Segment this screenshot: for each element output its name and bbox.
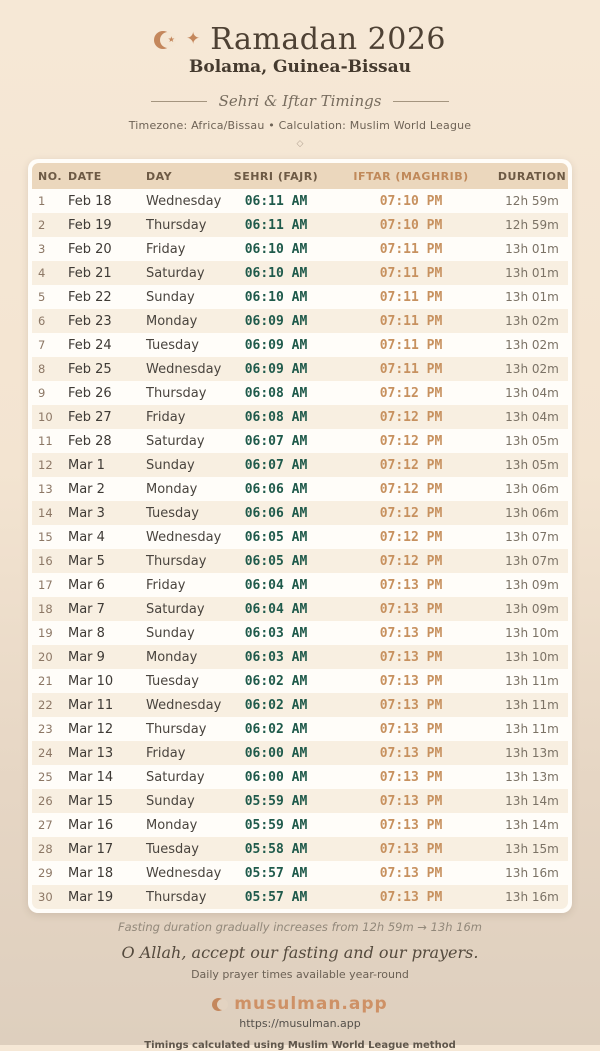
table-row [32, 501, 568, 525]
row-sehri-time: 06:02 AM [244, 673, 308, 689]
column-header-no: NO. [38, 169, 62, 183]
row-iftar-time: 07:11 PM [379, 313, 443, 329]
table-header-row [32, 163, 568, 189]
row-sehri-time: 06:09 AM [244, 313, 308, 329]
row-date: Mar 7 [68, 601, 105, 617]
row-date: Mar 19 [68, 889, 114, 905]
row-duration: 13h 13m [505, 746, 559, 760]
row-day: Monday [146, 817, 198, 833]
row-date: Mar 4 [68, 529, 105, 545]
timezone-calculation-meta: Timezone: Africa/Bissau • Calculation: Muslim World League [128, 119, 472, 132]
table-row [32, 477, 568, 501]
row-day: Tuesday [146, 505, 199, 521]
brand-crescent-icon [212, 997, 227, 1012]
table-row [32, 237, 568, 261]
row-iftar-time: 07:11 PM [379, 265, 443, 281]
row-iftar-time: 07:13 PM [379, 673, 443, 689]
row-number: 30 [38, 890, 53, 904]
row-number: 7 [38, 338, 46, 352]
row-sehri-time: 06:00 AM [244, 769, 308, 785]
row-iftar-time: 07:13 PM [379, 745, 443, 761]
row-date: Feb 27 [68, 409, 112, 425]
row-sehri-time: 05:57 AM [244, 889, 308, 905]
row-day: Friday [146, 409, 186, 425]
row-sehri-time: 05:59 AM [244, 817, 308, 833]
row-duration: 13h 10m [505, 650, 559, 664]
table-row [32, 861, 568, 885]
row-iftar-time: 07:12 PM [379, 553, 443, 569]
row-duration: 13h 02m [505, 338, 559, 352]
row-sehri-time: 06:04 AM [244, 601, 308, 617]
row-number: 24 [38, 746, 53, 760]
table-row [32, 693, 568, 717]
row-sehri-time: 06:03 AM [244, 625, 308, 641]
row-iftar-time: 07:13 PM [379, 601, 443, 617]
dua-text: O Allah, accept our fasting and our prayers. [121, 943, 479, 962]
row-duration: 13h 13m [505, 770, 559, 784]
tiny-star-icon: ★ [167, 34, 175, 44]
table-row [32, 741, 568, 765]
row-duration: 13h 09m [505, 578, 559, 592]
row-day: Saturday [146, 769, 205, 785]
row-duration: 13h 16m [505, 890, 559, 904]
row-number: 13 [38, 482, 53, 496]
row-date: Feb 22 [68, 289, 112, 305]
row-duration: 13h 01m [505, 242, 559, 256]
row-day: Thursday [146, 889, 207, 905]
row-sehri-time: 06:10 AM [244, 241, 308, 257]
row-iftar-time: 07:10 PM [379, 193, 443, 209]
row-sehri-time: 06:11 AM [244, 217, 308, 233]
row-sehri-time: 05:57 AM [244, 865, 308, 881]
row-duration: 13h 06m [505, 482, 559, 496]
row-iftar-time: 07:10 PM [379, 217, 443, 233]
row-day: Sunday [146, 289, 195, 305]
row-day: Sunday [146, 793, 195, 809]
row-number: 17 [38, 578, 53, 592]
column-header-sehri: SEHRI (FAJR) [233, 169, 319, 183]
row-duration: 13h 05m [505, 434, 559, 448]
row-day: Monday [146, 481, 198, 497]
row-date: Mar 11 [68, 697, 114, 713]
row-day: Wednesday [146, 529, 222, 545]
row-date: Mar 1 [68, 457, 105, 473]
row-sehri-time: 06:07 AM [244, 433, 308, 449]
row-date: Mar 8 [68, 625, 105, 641]
row-date: Mar 12 [68, 721, 114, 737]
table-row [32, 837, 568, 861]
row-number: 20 [38, 650, 53, 664]
brand-link[interactable]: musulman.app [234, 994, 388, 1014]
row-duration: 13h 05m [505, 458, 559, 472]
row-duration: 13h 14m [505, 818, 559, 832]
row-number: 22 [38, 698, 53, 712]
row-sehri-time: 06:06 AM [244, 505, 308, 521]
row-date: Feb 26 [68, 385, 112, 401]
row-iftar-time: 07:13 PM [379, 697, 443, 713]
row-iftar-time: 07:12 PM [379, 505, 443, 521]
row-iftar-time: 07:13 PM [379, 721, 443, 737]
row-number: 21 [38, 674, 53, 688]
table-row [32, 189, 568, 213]
row-number: 9 [38, 386, 46, 400]
row-date: Feb 21 [68, 265, 112, 281]
table-row [32, 765, 568, 789]
row-duration: 13h 10m [505, 626, 559, 640]
row-sehri-time: 06:04 AM [244, 577, 308, 593]
brand-url: https://musulman.app [239, 1017, 361, 1030]
row-day: Monday [146, 649, 198, 665]
table-row [32, 261, 568, 285]
table-row [32, 525, 568, 549]
row-duration: 12h 59m [505, 194, 559, 208]
row-date: Feb 25 [68, 361, 112, 377]
row-sehri-time: 06:00 AM [244, 745, 308, 761]
row-number: 28 [38, 842, 53, 856]
row-duration: 12h 59m [505, 218, 559, 232]
row-date: Feb 24 [68, 337, 112, 353]
row-day: Thursday [146, 217, 207, 233]
row-number: 2 [38, 218, 46, 232]
row-number: 14 [38, 506, 53, 520]
row-sehri-time: 06:02 AM [244, 721, 308, 737]
row-sehri-time: 06:08 AM [244, 409, 308, 425]
row-number: 18 [38, 602, 53, 616]
row-duration: 13h 01m [505, 290, 559, 304]
divider-line-right [393, 101, 449, 102]
row-day: Tuesday [146, 337, 199, 353]
table-row [32, 717, 568, 741]
table-row [32, 333, 568, 357]
row-number: 11 [38, 434, 53, 448]
row-number: 16 [38, 554, 53, 568]
row-duration: 13h 11m [505, 722, 559, 736]
row-iftar-time: 07:13 PM [379, 841, 443, 857]
table-row [32, 285, 568, 309]
row-date: Mar 2 [68, 481, 105, 497]
row-iftar-time: 07:11 PM [379, 241, 443, 257]
row-sehri-time: 06:06 AM [244, 481, 308, 497]
row-duration: 13h 09m [505, 602, 559, 616]
page-header [0, 0, 600, 149]
row-iftar-time: 07:11 PM [379, 361, 443, 377]
table-row [32, 813, 568, 837]
divider-line-left [151, 101, 207, 102]
row-number: 27 [38, 818, 53, 832]
row-duration: 13h 04m [505, 386, 559, 400]
row-iftar-time: 07:12 PM [379, 481, 443, 497]
table-row [32, 429, 568, 453]
table-row [32, 453, 568, 477]
row-day: Saturday [146, 265, 205, 281]
row-day: Tuesday [146, 841, 199, 857]
fasting-duration-note: Fasting duration gradually increases from 12h 59m → 13h 16m [117, 920, 483, 934]
row-number: 4 [38, 266, 46, 280]
table-row [32, 213, 568, 237]
row-duration: 13h 11m [505, 674, 559, 688]
row-iftar-time: 07:13 PM [379, 625, 443, 641]
table-row [32, 405, 568, 429]
row-date: Mar 17 [68, 841, 114, 857]
row-sehri-time: 06:07 AM [244, 457, 308, 473]
row-day: Monday [146, 313, 198, 329]
row-iftar-time: 07:13 PM [379, 577, 443, 593]
table-row [32, 621, 568, 645]
table-row [32, 885, 568, 909]
row-day: Thursday [146, 721, 207, 737]
row-number: 1 [38, 194, 46, 208]
sparkle-star-icon: ✦ [185, 29, 201, 49]
location-title: Bolama, Guinea-Bissau [189, 57, 411, 77]
row-day: Sunday [146, 457, 195, 473]
row-number: 29 [38, 866, 53, 880]
row-number: 6 [38, 314, 46, 328]
row-duration: 13h 04m [505, 410, 559, 424]
column-header-date: DATE [68, 169, 102, 183]
crescent-moon-icon [154, 29, 176, 51]
row-date: Mar 5 [68, 553, 105, 569]
page-footer [0, 920, 600, 1051]
row-duration: 13h 02m [505, 314, 559, 328]
row-day: Sunday [146, 625, 195, 641]
subtitle: Sehri & Iftar Timings [218, 92, 382, 110]
row-iftar-time: 07:12 PM [379, 433, 443, 449]
row-day: Friday [146, 745, 186, 761]
row-date: Mar 18 [68, 865, 114, 881]
row-duration: 13h 14m [505, 794, 559, 808]
tagline-text: Daily prayer times available year-round [191, 968, 409, 981]
table-row [32, 309, 568, 333]
row-date: Mar 16 [68, 817, 114, 833]
row-iftar-time: 07:12 PM [379, 457, 443, 473]
row-date: Mar 6 [68, 577, 105, 593]
row-day: Thursday [146, 553, 207, 569]
row-number: 25 [38, 770, 53, 784]
row-date: Mar 14 [68, 769, 114, 785]
row-day: Wednesday [146, 193, 222, 209]
row-iftar-time: 07:13 PM [379, 769, 443, 785]
table-row [32, 549, 568, 573]
row-date: Mar 13 [68, 745, 114, 761]
row-day: Thursday [146, 385, 207, 401]
row-day: Friday [146, 241, 186, 257]
row-date: Feb 28 [68, 433, 112, 449]
row-date: Feb 18 [68, 193, 112, 209]
column-header-iftar: IFTAR (MAGHRIB) [353, 169, 469, 183]
row-duration: 13h 15m [505, 842, 559, 856]
row-number: 10 [38, 410, 53, 424]
row-number: 12 [38, 458, 53, 472]
table-row [32, 645, 568, 669]
table-row [32, 597, 568, 621]
row-number: 23 [38, 722, 53, 736]
row-date: Mar 3 [68, 505, 105, 521]
row-sehri-time: 06:09 AM [244, 361, 308, 377]
row-date: Mar 10 [68, 673, 114, 689]
row-iftar-time: 07:12 PM [379, 529, 443, 545]
row-duration: 13h 06m [505, 506, 559, 520]
row-day: Wednesday [146, 865, 222, 881]
row-iftar-time: 07:13 PM [379, 865, 443, 881]
row-sehri-time: 06:10 AM [244, 289, 308, 305]
row-sehri-time: 06:08 AM [244, 385, 308, 401]
row-iftar-time: 07:13 PM [379, 889, 443, 905]
row-date: Mar 9 [68, 649, 105, 665]
timings-table-body [32, 189, 568, 909]
timings-table-card [28, 159, 572, 913]
row-duration: 13h 07m [505, 530, 559, 544]
row-date: Feb 23 [68, 313, 112, 329]
row-number: 5 [38, 290, 46, 304]
row-number: 15 [38, 530, 53, 544]
row-date: Mar 15 [68, 793, 114, 809]
row-number: 8 [38, 362, 46, 376]
row-duration: 13h 16m [505, 866, 559, 880]
row-duration: 13h 02m [505, 362, 559, 376]
row-day: Friday [146, 577, 186, 593]
table-row [32, 357, 568, 381]
row-iftar-time: 07:13 PM [379, 817, 443, 833]
row-number: 19 [38, 626, 53, 640]
column-header-duration: DURATION [497, 169, 567, 183]
diamond-ornament-icon: ◇ [296, 139, 304, 149]
page-title: Ramadan 2026 [210, 22, 447, 57]
row-number: 26 [38, 794, 53, 808]
row-iftar-time: 07:11 PM [379, 289, 443, 305]
row-day: Saturday [146, 433, 205, 449]
row-sehri-time: 06:02 AM [244, 697, 308, 713]
row-duration: 13h 11m [505, 698, 559, 712]
table-row [32, 669, 568, 693]
row-sehri-time: 06:05 AM [244, 529, 308, 545]
table-row [32, 789, 568, 813]
row-date: Feb 19 [68, 217, 112, 233]
row-date: Feb 20 [68, 241, 112, 257]
row-sehri-time: 06:09 AM [244, 337, 308, 353]
row-sehri-time: 05:59 AM [244, 793, 308, 809]
row-iftar-time: 07:11 PM [379, 337, 443, 353]
row-sehri-time: 06:03 AM [244, 649, 308, 665]
row-day: Tuesday [146, 673, 199, 689]
row-iftar-time: 07:13 PM [379, 793, 443, 809]
row-iftar-time: 07:12 PM [379, 409, 443, 425]
row-sehri-time: 06:10 AM [244, 265, 308, 281]
row-day: Saturday [146, 601, 205, 617]
row-number: 3 [38, 242, 46, 256]
row-sehri-time: 06:05 AM [244, 553, 308, 569]
row-day: Wednesday [146, 697, 222, 713]
row-iftar-time: 07:13 PM [379, 649, 443, 665]
calculation-method-note: Timings calculated using Muslim World League method [144, 1040, 456, 1051]
table-row [32, 573, 568, 597]
row-iftar-time: 07:12 PM [379, 385, 443, 401]
column-header-day: DAY [146, 169, 173, 183]
table-row [32, 381, 568, 405]
row-sehri-time: 05:58 AM [244, 841, 308, 857]
row-sehri-time: 06:11 AM [244, 193, 308, 209]
row-day: Wednesday [146, 361, 222, 377]
row-duration: 13h 01m [505, 266, 559, 280]
row-duration: 13h 07m [505, 554, 559, 568]
